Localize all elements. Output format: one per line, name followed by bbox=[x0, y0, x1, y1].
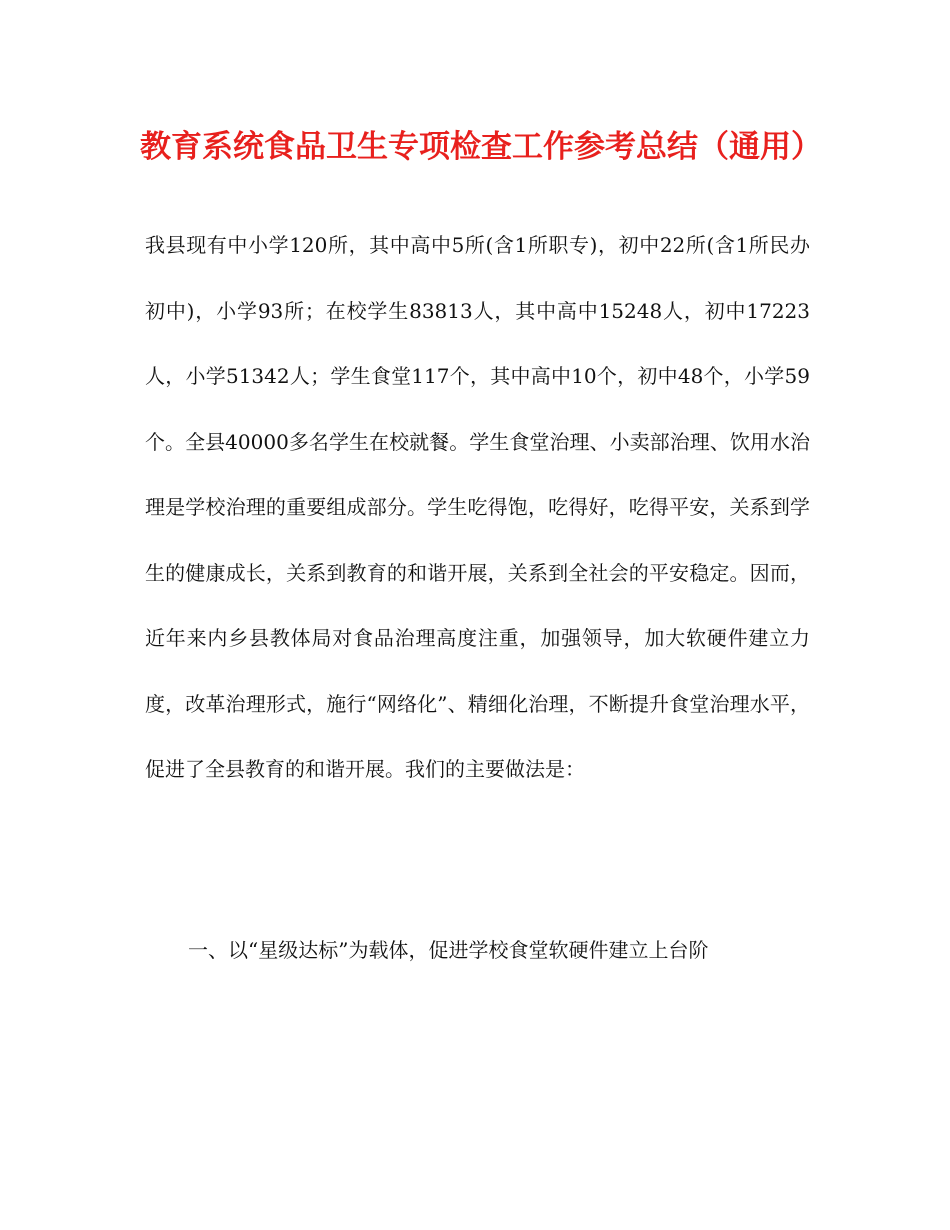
section-heading: 一、以“星级达标”为载体，促进学校食堂软硬件建立上台阶 bbox=[188, 938, 709, 962]
document-title: 教育系统食品卫生专项检查工作参考总结（通用） bbox=[140, 129, 822, 165]
body-paragraph: 我县现有中小学120所，其中高中5所(含1所职专)，初中22所(含1所民办初中)，小学93所；在校学生83813人，其中高中15248人，初中17223人，小学51342人；学生食堂117个，其中高中10个，初中48个，小学59个。全县40000多名学生在校就餐。学生食堂治理、小卖部治理、饮用水治理是学校治理的重要组成部分。学生吃得饱，吃得好，吃得平安，关系到学生的健康成长，关系到教育的和谐开展，关系到全社会的平安稳定。因而，近年来内乡县教体局对食品治理高度注重，加强领导，加大软硬件建立力度，改革治理形式，施行“网络化”、精细化治理，不断提升食堂治理水平，促进了全县教育的和谐开展。我们的主要做法是： bbox=[145, 233, 810, 781]
